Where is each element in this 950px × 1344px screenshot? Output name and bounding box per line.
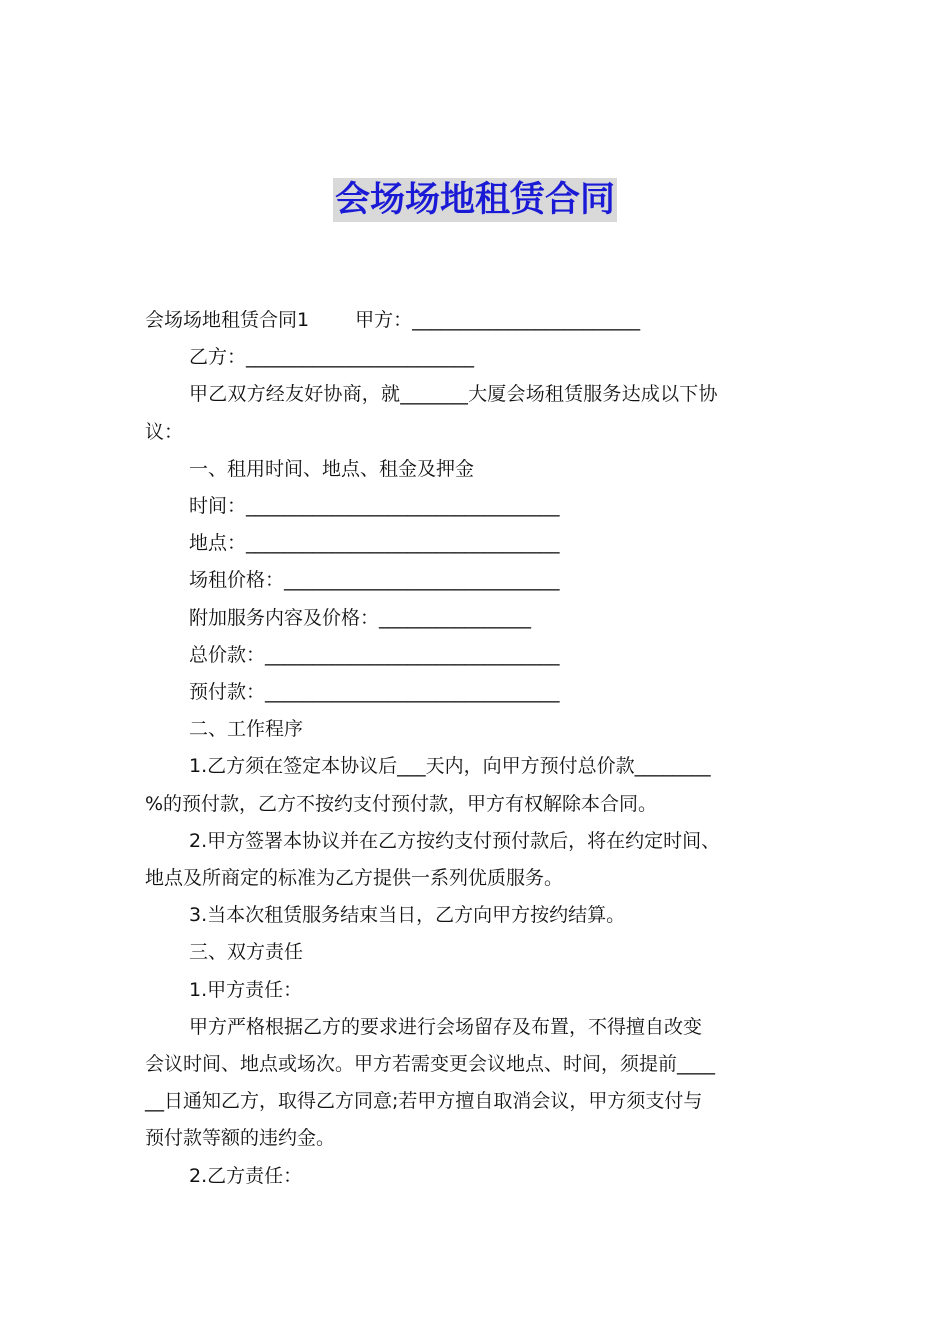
contract-heading: 会场场地租赁合同1 bbox=[145, 309, 310, 331]
party-a-duty-line-1: 甲方严格根据乙方的要求进行会场留存及布置，不得擅自改变 bbox=[189, 1015, 703, 1038]
section-2-heading: 二、工作程序 bbox=[189, 718, 304, 741]
field-time: 时间：_________________________________ bbox=[189, 495, 560, 518]
procedure-1-line-1: 1.乙方须在签定本协议后___天内，向甲方预付总价款________ bbox=[189, 755, 711, 778]
party-a-line: 甲方：________________________ bbox=[355, 309, 641, 331]
procedure-3: 3.当本次租赁服务结束当日，乙方向甲方按约结算。 bbox=[189, 904, 626, 927]
party-a-duty-line-2: 会议时间、地点或场次。甲方若需变更会议地点、时间，须提前____ bbox=[145, 1053, 716, 1076]
document-body bbox=[145, 302, 813, 1195]
party-b-duty-heading: 2.乙方责任： bbox=[189, 1164, 303, 1187]
preamble-line-1: 甲乙双方经友好协商，就_______大厦会场租赁服务达成以下协 bbox=[189, 383, 718, 406]
procedure-2-line-1: 2.甲方签署本协议并在乙方按约支付预付款后，将在约定时间、 bbox=[189, 829, 721, 852]
party-a-duty-line-4: 预付款等额的违约金。 bbox=[145, 1127, 336, 1150]
procedure-1-line-2: %的预付款，乙方不按约支付预付款，甲方有权解除本合同。 bbox=[145, 792, 658, 815]
field-location: 地点：_________________________________ bbox=[189, 532, 560, 555]
field-extra-services: 附加服务内容及价格：________________ bbox=[189, 606, 532, 629]
party-b-line: 乙方：________________________ bbox=[189, 346, 475, 369]
contract-heading-line bbox=[145, 302, 813, 339]
section-1-heading: 一、租用时间、地点、租金及押金 bbox=[189, 457, 475, 480]
procedure-2-line-2: 地点及所商定的标准为乙方提供一系列优质服务。 bbox=[145, 867, 564, 890]
preamble-line-2: 议： bbox=[145, 420, 184, 443]
document-title: 会场场地租赁合同 bbox=[334, 180, 615, 220]
field-total-price: 总价款：_______________________________ bbox=[189, 643, 560, 666]
section-3-heading: 三、双方责任 bbox=[189, 941, 304, 964]
party-a-duty-heading: 1.甲方责任： bbox=[189, 978, 303, 1001]
field-prepayment: 预付款：_______________________________ bbox=[189, 681, 560, 704]
field-rent-price: 场租价格：_____________________________ bbox=[189, 569, 560, 592]
party-a-duty-line-3: __日通知乙方，取得乙方同意;若甲方擅自取消会议，甲方须支付与 bbox=[145, 1090, 703, 1113]
title-container bbox=[0, 178, 950, 222]
